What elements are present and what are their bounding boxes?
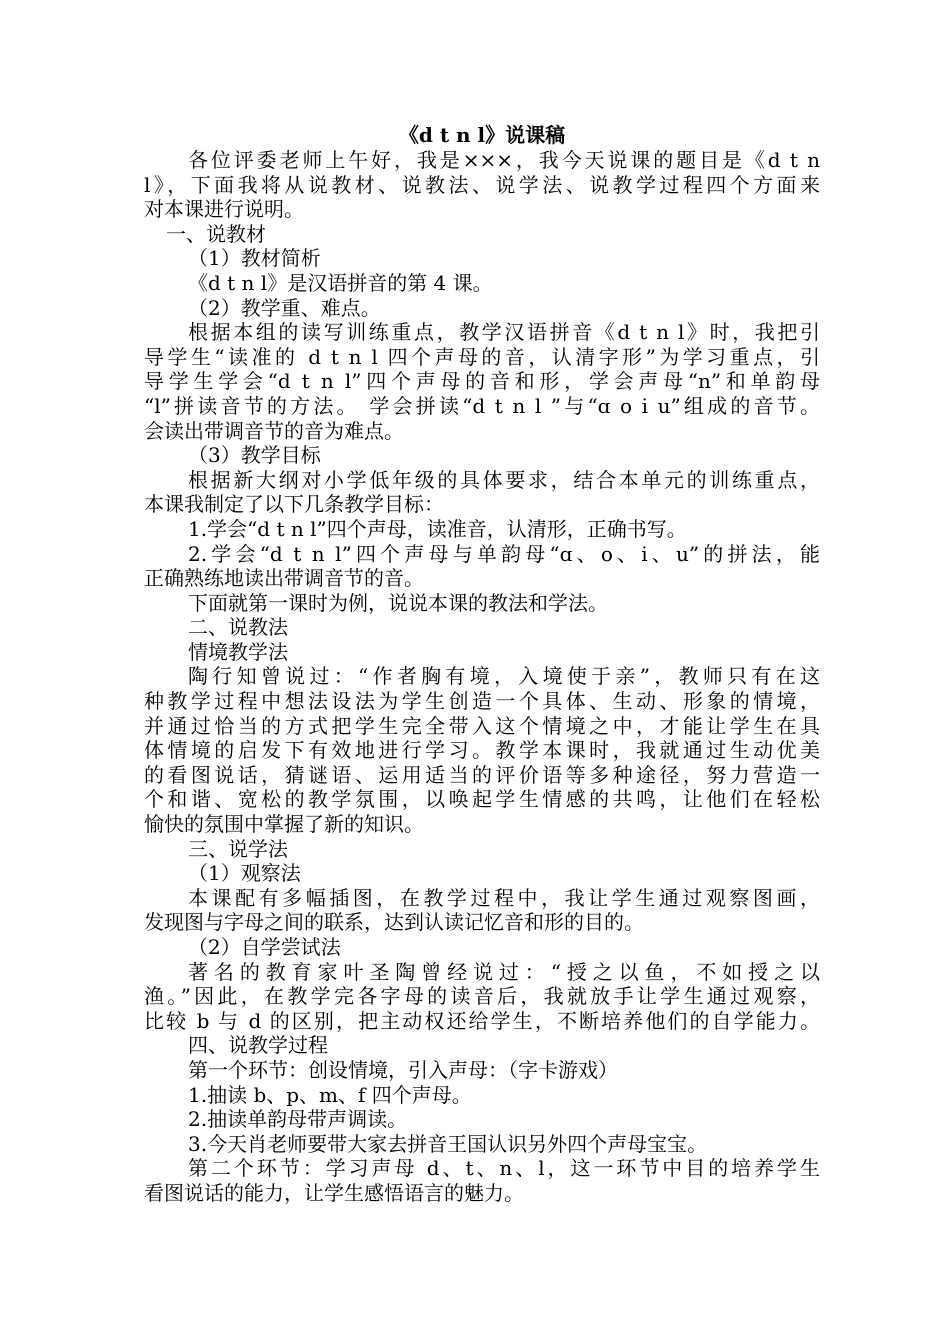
text-line: 比较 b 与 d 的区别，把主动权还给学生，不断培养他们的自学能力。	[144, 1008, 820, 1033]
text-line: 种教学过程中想法设法为学生创造一个具体、生动、形象的情境，	[144, 689, 820, 714]
text-line: 发现图与字母之间的联系，达到认读记忆音和形的目的。	[144, 910, 644, 935]
text-line: l》，下面我将从说教材、说教法、说学法、说教学过程四个方面来	[144, 172, 820, 197]
text-line: 第一个环节：创设情境，引入声母：（字卡游戏）	[188, 1057, 618, 1082]
text-line: （2）自学尝试法	[188, 935, 341, 959]
text-line: 四、说教学过程	[188, 1033, 328, 1058]
text-line: 的看图说话，猜谜语、运用适当的评价语等多种途径，努力营造一	[144, 762, 820, 787]
text-line: 1.抽读 b、p、m、f 四个声母。	[188, 1082, 472, 1107]
text-line: 正确熟练地读出带调音节的音。	[144, 566, 424, 591]
document-title: 《d t n l》说课稿	[398, 123, 566, 147]
text-line: 2.抽读单韵母带声调读。	[188, 1107, 408, 1132]
text-line: 3.今天肖老师要带大家去拼音王国认识另外四个声母宝宝。	[188, 1131, 708, 1156]
text-line: 渔。”因此，在教学完各字母的读音后，我就放手让学生通过观察，	[144, 984, 820, 1009]
text-line: 并通过恰当的方式把学生完全带入这个情境之中，才能让学生在具	[144, 713, 820, 738]
text-line: （1）观察法	[188, 861, 301, 886]
text-line: 下面就第一课时为例，说说本课的教法和学法。	[188, 590, 608, 615]
text-line: 《d t n l》是汉语拼音的第 4 课。	[188, 270, 493, 295]
document-page	[144, 122, 820, 1206]
text-line: 看图说话的能力，让学生感悟语言的魅力。	[144, 1180, 524, 1205]
text-line: 愉快的氛围中掌握了新的知识。	[144, 812, 424, 837]
text-line: 2.学会“d t n l”四个声母与单韵母“ɑ、o、i、u”的拼法，能	[188, 541, 820, 566]
text-line: 情境教学法	[188, 639, 288, 664]
text-line: 陶行知曾说过：“作者胸有境，入境使于亲”，教师只有在这	[188, 664, 820, 689]
text-line: 各位评委老师上午好，我是×××，我今天说课的题目是《d t n	[188, 148, 820, 172]
text-line: 根据本组的读写训练重点，教学汉语拼音《d t n l》时，我把引	[188, 320, 820, 345]
text-line: （1）教材简析	[188, 246, 321, 271]
text-line: 1.学会“d t n l”四个声母，读准音，认清形，正确书写。	[188, 516, 687, 541]
text-line: 个和谐、宽松的教学氛围，以唤起学生情感的共鸣，让他们在轻松	[144, 787, 820, 812]
text-line: 著名的教育家叶圣陶曾经说过：“授之以鱼，不如授之以	[188, 959, 820, 984]
text-line: 一、说教材	[166, 221, 266, 246]
text-line: 本课我制定了以下几条教学目标：	[144, 492, 444, 517]
text-line: 导学生“读准的 d t n l 四个声母的音，认清字形”为学习重点，引	[144, 344, 820, 369]
text-line: 第二个环节：学习声母 d、t、n、l，这一环节中目的培养学生	[188, 1156, 820, 1181]
document-body	[144, 148, 820, 1206]
text-line: 二、说教法	[188, 615, 288, 640]
text-line: （2）教学重、难点。	[188, 295, 381, 320]
text-line: 导学生学会“d t n l”四个声母的音和形，学会声母“n”和单韵母	[144, 369, 820, 394]
text-line: “l”拼读音节的方法。 学会拼读“d t n l ”与“ɑ o i u”组成的音节。	[144, 393, 820, 418]
text-line: 会读出带调音节的音为难点。	[144, 418, 404, 443]
text-line: 体情境的启发下有效地进行学习。教学本课时，我就通过生动优美	[144, 738, 820, 763]
text-line: 对本课进行说明。	[144, 197, 304, 222]
text-line: 本课配有多幅插图，在教学过程中，我让学生通过观察图画，	[188, 885, 820, 910]
text-line: （3）教学目标	[188, 443, 321, 468]
text-line: 根据新大纲对小学低年级的具体要求，结合本单元的训练重点，	[188, 467, 820, 492]
text-line: 三、说学法	[188, 836, 288, 861]
